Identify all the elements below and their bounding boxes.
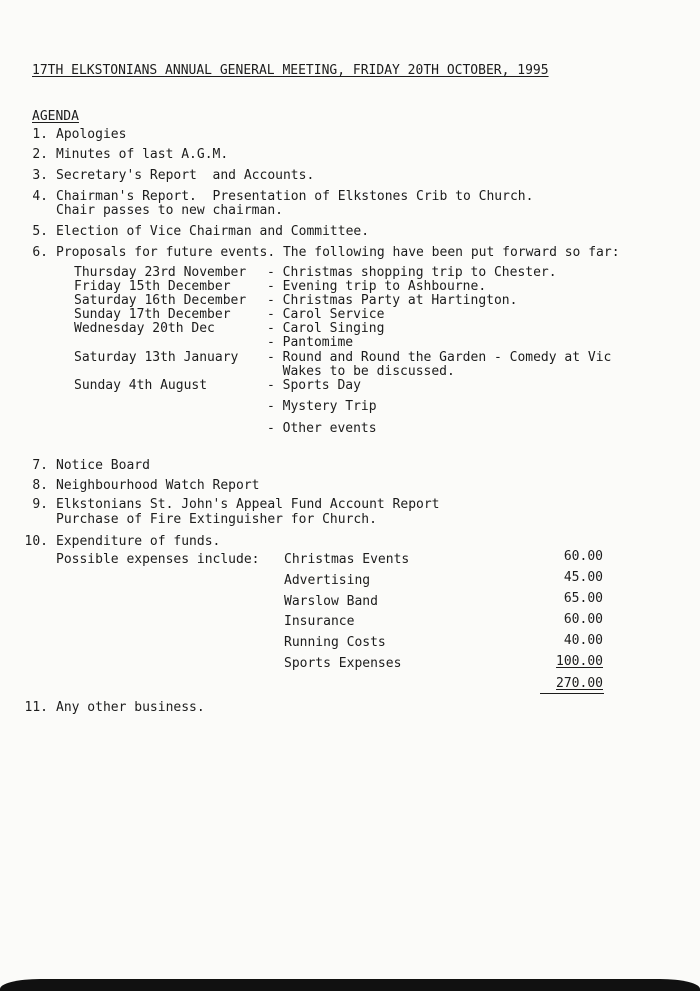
event-date: Sunday 4th August bbox=[74, 378, 208, 393]
item-number: 10. bbox=[24, 534, 48, 549]
item-text: Chairman's Report. Presentation of Elkstones Crib to Church. bbox=[56, 189, 534, 204]
expenses-total: 270.00 bbox=[556, 676, 603, 691]
item-number: 1. bbox=[32, 127, 48, 142]
event-description: - Round and Round the Garden - Comedy at Vic bbox=[267, 350, 612, 365]
event-date: Wednesday 20th Dec bbox=[74, 321, 215, 336]
item-number: 5. bbox=[32, 224, 48, 239]
item-text: Chair passes to new chairman. bbox=[56, 203, 283, 218]
item-number: 3. bbox=[32, 168, 48, 183]
event-description: - Evening trip to Ashbourne. bbox=[267, 279, 487, 294]
item-text: Notice Board bbox=[56, 458, 150, 473]
expense-label: Running Costs bbox=[284, 635, 386, 650]
event-date: Saturday 13th January bbox=[74, 350, 239, 365]
expense-amount: 65.00 bbox=[563, 591, 603, 606]
item-number: 2. bbox=[32, 147, 48, 162]
item-text: Election of Vice Chairman and Committee. bbox=[56, 224, 370, 239]
item-number: 11. bbox=[24, 700, 48, 715]
expense-amount: 60.00 bbox=[563, 612, 603, 627]
event-date: Saturday 16th December bbox=[74, 293, 247, 308]
event-description: Wakes to be discussed. bbox=[267, 364, 455, 379]
expense-label: Insurance bbox=[284, 614, 355, 629]
event-description: - Carol Singing bbox=[267, 321, 385, 336]
event-description: - Christmas shopping trip to Chester. bbox=[267, 265, 557, 280]
item-number: 4. bbox=[32, 189, 48, 204]
event-description: - Sports Day bbox=[267, 378, 361, 393]
total-underline bbox=[540, 693, 604, 694]
item-number: 8. bbox=[32, 478, 48, 493]
item-number: 6. bbox=[32, 245, 48, 260]
scan-edge-shadow bbox=[0, 979, 700, 991]
expense-label: Warslow Band bbox=[284, 594, 378, 609]
expenses-label: Possible expenses include: bbox=[56, 552, 260, 567]
item-text: Minutes of last A.G.M. bbox=[56, 147, 229, 162]
expense-label: Sports Expenses bbox=[284, 656, 402, 671]
event-description: - Other events bbox=[267, 421, 377, 436]
item-text: Apologies bbox=[56, 127, 127, 142]
expense-label: Advertising bbox=[284, 573, 371, 588]
item-text: Expenditure of funds. bbox=[56, 534, 221, 549]
expense-amount: 60.00 bbox=[563, 549, 603, 564]
event-description: - Mystery Trip bbox=[267, 399, 377, 414]
event-description: - Christmas Party at Hartington. bbox=[267, 293, 518, 308]
item-number: 9. bbox=[32, 497, 48, 512]
event-date: Thursday 23rd November bbox=[74, 265, 247, 280]
event-description: - Carol Service bbox=[267, 307, 385, 322]
item-text: Secretary's Report and Accounts. bbox=[56, 168, 315, 183]
expense-amount: 40.00 bbox=[563, 633, 603, 648]
item-text: Elkstonians St. John's Appeal Fund Account Report bbox=[56, 497, 440, 512]
item-text: Neighbourhood Watch Report bbox=[56, 478, 260, 493]
agenda-heading: AGENDA bbox=[32, 109, 79, 124]
item-text: Any other business. bbox=[56, 700, 205, 715]
document-title: 17TH ELKSTONIANS ANNUAL GENERAL MEETING, FRIDAY 20TH OCTOBER, 1995 bbox=[32, 63, 549, 78]
item-text: Proposals for future events. The following have been put forward so far: bbox=[56, 245, 620, 260]
event-date: Sunday 17th December bbox=[74, 307, 231, 322]
expense-label: Christmas Events bbox=[284, 552, 410, 567]
expense-amount: 100.00 bbox=[556, 654, 603, 669]
item-number: 7. bbox=[32, 458, 48, 473]
item-text: Purchase of Fire Extinguisher for Church. bbox=[56, 512, 377, 527]
expense-amount: 45.00 bbox=[563, 570, 603, 585]
event-description: - Pantomime bbox=[267, 335, 354, 350]
event-date: Friday 15th December bbox=[74, 279, 231, 294]
